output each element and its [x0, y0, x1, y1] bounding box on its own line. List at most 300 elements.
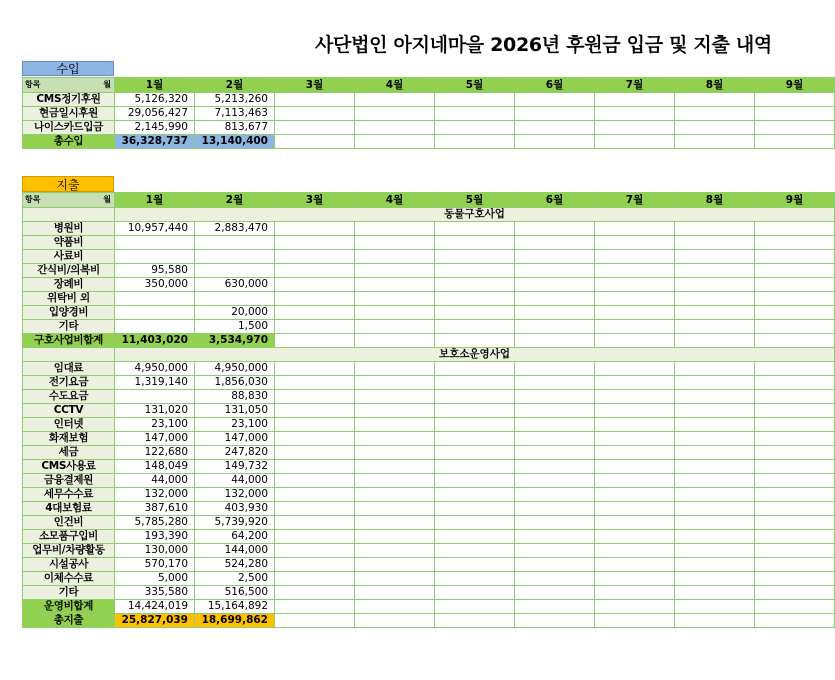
empty-cell[interactable] — [595, 614, 675, 628]
value-cell-m1[interactable]: 25,827,039 — [115, 614, 195, 628]
empty-cell[interactable] — [435, 250, 515, 264]
value-cell-m2[interactable]: 64,200 — [195, 530, 275, 544]
empty-cell[interactable] — [755, 292, 835, 306]
empty-cell[interactable] — [515, 586, 595, 600]
empty-cell[interactable] — [355, 502, 435, 516]
empty-cell[interactable] — [675, 586, 755, 600]
empty-cell[interactable] — [755, 572, 835, 586]
empty-cell[interactable] — [675, 264, 755, 278]
empty-cell[interactable] — [755, 558, 835, 572]
empty-cell[interactable] — [515, 222, 595, 236]
empty-cell[interactable] — [275, 236, 355, 250]
empty-cell[interactable] — [515, 376, 595, 390]
empty-cell[interactable] — [595, 474, 675, 488]
empty-cell[interactable] — [515, 121, 595, 135]
empty-cell[interactable] — [675, 278, 755, 292]
empty-cell[interactable] — [675, 516, 755, 530]
empty-cell[interactable] — [595, 306, 675, 320]
value-cell-m2[interactable]: 13,140,400 — [195, 135, 275, 149]
value-cell-m1[interactable]: 95,580 — [115, 264, 195, 278]
empty-cell[interactable] — [755, 135, 835, 149]
empty-cell[interactable] — [755, 544, 835, 558]
empty-cell[interactable] — [275, 292, 355, 306]
empty-cell[interactable] — [435, 362, 515, 376]
empty-cell[interactable] — [355, 404, 435, 418]
empty-cell[interactable] — [275, 474, 355, 488]
empty-cell[interactable] — [515, 614, 595, 628]
empty-cell[interactable] — [275, 558, 355, 572]
empty-cell[interactable] — [675, 334, 755, 348]
empty-cell[interactable] — [435, 558, 515, 572]
value-cell-m2[interactable]: 44,000 — [195, 474, 275, 488]
empty-cell[interactable] — [515, 107, 595, 121]
empty-cell[interactable] — [435, 334, 515, 348]
value-cell-m2[interactable]: 3,534,970 — [195, 334, 275, 348]
empty-cell[interactable] — [355, 376, 435, 390]
empty-cell[interactable] — [755, 362, 835, 376]
empty-cell[interactable] — [275, 432, 355, 446]
value-cell-m1[interactable]: 36,328,737 — [115, 135, 195, 149]
empty-cell[interactable] — [595, 93, 675, 107]
empty-cell[interactable] — [755, 250, 835, 264]
empty-cell[interactable] — [675, 362, 755, 376]
empty-cell[interactable] — [355, 530, 435, 544]
empty-cell[interactable] — [755, 474, 835, 488]
empty-cell[interactable] — [275, 93, 355, 107]
empty-cell[interactable] — [755, 306, 835, 320]
empty-cell[interactable] — [275, 222, 355, 236]
empty-cell[interactable] — [435, 502, 515, 516]
value-cell-m2[interactable]: 630,000 — [195, 278, 275, 292]
empty-cell[interactable] — [595, 516, 675, 530]
empty-cell[interactable] — [355, 572, 435, 586]
empty-cell[interactable] — [435, 107, 515, 121]
empty-cell[interactable] — [435, 306, 515, 320]
value-cell-m2[interactable]: 23,100 — [195, 418, 275, 432]
value-cell-m1[interactable]: 23,100 — [115, 418, 195, 432]
empty-cell[interactable] — [435, 278, 515, 292]
empty-cell[interactable] — [435, 516, 515, 530]
empty-cell[interactable] — [755, 404, 835, 418]
empty-cell[interactable] — [675, 236, 755, 250]
empty-cell[interactable] — [755, 320, 835, 334]
value-cell-m1[interactable]: 5,126,320 — [115, 93, 195, 107]
value-cell-m2[interactable]: 1,500 — [195, 320, 275, 334]
empty-cell[interactable] — [595, 460, 675, 474]
empty-cell[interactable] — [435, 222, 515, 236]
empty-cell[interactable] — [755, 222, 835, 236]
month-header[interactable]: 1월 — [115, 193, 195, 208]
month-header[interactable]: 9월 — [755, 78, 835, 93]
empty-cell[interactable] — [595, 278, 675, 292]
empty-cell[interactable] — [515, 516, 595, 530]
empty-cell[interactable] — [675, 572, 755, 586]
empty-cell[interactable] — [595, 530, 675, 544]
empty-cell[interactable] — [595, 432, 675, 446]
empty-cell[interactable] — [675, 558, 755, 572]
empty-cell[interactable] — [275, 488, 355, 502]
value-cell-m1[interactable]: 4,950,000 — [115, 362, 195, 376]
value-cell-m1[interactable] — [115, 292, 195, 306]
empty-cell[interactable] — [515, 446, 595, 460]
empty-cell[interactable] — [675, 614, 755, 628]
value-cell-m2[interactable]: 18,699,862 — [195, 614, 275, 628]
empty-cell[interactable] — [355, 558, 435, 572]
month-header[interactable]: 2월 — [195, 193, 275, 208]
month-header[interactable]: 7월 — [595, 78, 675, 93]
empty-cell[interactable] — [595, 292, 675, 306]
empty-cell[interactable] — [515, 362, 595, 376]
empty-cell[interactable] — [355, 306, 435, 320]
value-cell-m1[interactable]: 10,957,440 — [115, 222, 195, 236]
value-cell-m2[interactable]: 20,000 — [195, 306, 275, 320]
empty-cell[interactable] — [755, 502, 835, 516]
empty-cell[interactable] — [355, 278, 435, 292]
empty-cell[interactable] — [275, 390, 355, 404]
value-cell-m1[interactable]: 147,000 — [115, 432, 195, 446]
empty-cell[interactable] — [275, 516, 355, 530]
empty-cell[interactable] — [355, 320, 435, 334]
empty-cell[interactable] — [595, 488, 675, 502]
empty-cell[interactable] — [355, 292, 435, 306]
value-cell-m2[interactable]: 149,732 — [195, 460, 275, 474]
empty-cell[interactable] — [355, 390, 435, 404]
empty-cell[interactable] — [435, 488, 515, 502]
empty-cell[interactable] — [275, 306, 355, 320]
empty-cell[interactable] — [275, 600, 355, 614]
empty-cell[interactable] — [755, 236, 835, 250]
empty-cell[interactable] — [675, 502, 755, 516]
empty-cell[interactable] — [595, 222, 675, 236]
value-cell-m1[interactable]: 387,610 — [115, 502, 195, 516]
value-cell-m1[interactable]: 350,000 — [115, 278, 195, 292]
value-cell-m2[interactable] — [195, 264, 275, 278]
empty-cell[interactable] — [435, 474, 515, 488]
empty-cell[interactable] — [755, 264, 835, 278]
empty-cell[interactable] — [435, 376, 515, 390]
empty-cell[interactable] — [435, 572, 515, 586]
empty-cell[interactable] — [675, 474, 755, 488]
month-header[interactable]: 3월 — [275, 193, 355, 208]
month-header[interactable]: 6월 — [515, 193, 595, 208]
empty-cell[interactable] — [275, 250, 355, 264]
empty-cell[interactable] — [595, 404, 675, 418]
empty-cell[interactable] — [755, 460, 835, 474]
empty-cell[interactable] — [595, 390, 675, 404]
empty-cell[interactable] — [675, 376, 755, 390]
empty-cell[interactable] — [355, 516, 435, 530]
empty-cell[interactable] — [435, 530, 515, 544]
month-header[interactable]: 7월 — [595, 193, 675, 208]
empty-cell[interactable] — [755, 530, 835, 544]
value-cell-m2[interactable] — [195, 292, 275, 306]
empty-cell[interactable] — [595, 376, 675, 390]
empty-cell[interactable] — [595, 418, 675, 432]
empty-cell[interactable] — [355, 93, 435, 107]
empty-cell[interactable] — [755, 93, 835, 107]
empty-cell[interactable] — [595, 502, 675, 516]
empty-cell[interactable] — [275, 418, 355, 432]
empty-cell[interactable] — [355, 586, 435, 600]
empty-cell[interactable] — [595, 600, 675, 614]
empty-cell[interactable] — [355, 614, 435, 628]
empty-cell[interactable] — [435, 432, 515, 446]
value-cell-m2[interactable] — [195, 250, 275, 264]
empty-cell[interactable] — [755, 121, 835, 135]
empty-cell[interactable] — [275, 107, 355, 121]
month-header[interactable]: 2월 — [195, 78, 275, 93]
empty-cell[interactable] — [675, 135, 755, 149]
empty-cell[interactable] — [595, 320, 675, 334]
empty-cell[interactable] — [755, 446, 835, 460]
month-header[interactable]: 3월 — [275, 78, 355, 93]
value-cell-m2[interactable]: 516,500 — [195, 586, 275, 600]
value-cell-m1[interactable]: 14,424,019 — [115, 600, 195, 614]
empty-cell[interactable] — [275, 446, 355, 460]
empty-cell[interactable] — [275, 502, 355, 516]
empty-cell[interactable] — [595, 334, 675, 348]
empty-cell[interactable] — [755, 432, 835, 446]
empty-cell[interactable] — [275, 278, 355, 292]
empty-cell[interactable] — [675, 404, 755, 418]
empty-cell[interactable] — [435, 544, 515, 558]
empty-cell[interactable] — [435, 404, 515, 418]
value-cell-m2[interactable]: 4,950,000 — [195, 362, 275, 376]
empty-cell[interactable] — [275, 614, 355, 628]
empty-cell[interactable] — [435, 236, 515, 250]
empty-cell[interactable] — [515, 334, 595, 348]
empty-cell[interactable] — [515, 306, 595, 320]
empty-cell[interactable] — [515, 320, 595, 334]
empty-cell[interactable] — [515, 530, 595, 544]
empty-cell[interactable] — [275, 121, 355, 135]
month-header[interactable]: 5월 — [435, 193, 515, 208]
empty-cell[interactable] — [755, 376, 835, 390]
empty-cell[interactable] — [355, 432, 435, 446]
empty-cell[interactable] — [675, 390, 755, 404]
value-cell-m2[interactable]: 403,930 — [195, 502, 275, 516]
empty-cell[interactable] — [675, 432, 755, 446]
value-cell-m2[interactable]: 131,050 — [195, 404, 275, 418]
empty-cell[interactable] — [595, 250, 675, 264]
value-cell-m1[interactable]: 193,390 — [115, 530, 195, 544]
value-cell-m1[interactable]: 5,000 — [115, 572, 195, 586]
value-cell-m2[interactable]: 2,883,470 — [195, 222, 275, 236]
empty-cell[interactable] — [675, 418, 755, 432]
empty-cell[interactable] — [515, 250, 595, 264]
empty-cell[interactable] — [595, 121, 675, 135]
value-cell-m2[interactable]: 132,000 — [195, 488, 275, 502]
empty-cell[interactable] — [435, 264, 515, 278]
empty-cell[interactable] — [675, 460, 755, 474]
empty-cell[interactable] — [435, 446, 515, 460]
value-cell-m1[interactable] — [115, 390, 195, 404]
value-cell-m2[interactable]: 7,113,463 — [195, 107, 275, 121]
value-cell-m1[interactable] — [115, 236, 195, 250]
empty-cell[interactable] — [755, 390, 835, 404]
empty-cell[interactable] — [355, 544, 435, 558]
empty-cell[interactable] — [355, 250, 435, 264]
value-cell-m1[interactable]: 335,580 — [115, 586, 195, 600]
empty-cell[interactable] — [675, 306, 755, 320]
empty-cell[interactable] — [515, 292, 595, 306]
empty-cell[interactable] — [275, 362, 355, 376]
empty-cell[interactable] — [515, 488, 595, 502]
month-header[interactable]: 4월 — [355, 78, 435, 93]
empty-cell[interactable] — [355, 600, 435, 614]
empty-cell[interactable] — [515, 572, 595, 586]
empty-cell[interactable] — [275, 544, 355, 558]
empty-cell[interactable] — [515, 600, 595, 614]
empty-cell[interactable] — [515, 432, 595, 446]
empty-cell[interactable] — [595, 544, 675, 558]
empty-cell[interactable] — [515, 278, 595, 292]
empty-cell[interactable] — [275, 530, 355, 544]
empty-cell[interactable] — [675, 530, 755, 544]
empty-cell[interactable] — [515, 264, 595, 278]
empty-cell[interactable] — [275, 572, 355, 586]
empty-cell[interactable] — [515, 93, 595, 107]
empty-cell[interactable] — [515, 404, 595, 418]
value-cell-m1[interactable]: 148,049 — [115, 460, 195, 474]
value-cell-m2[interactable]: 15,164,892 — [195, 600, 275, 614]
empty-cell[interactable] — [675, 446, 755, 460]
empty-cell[interactable] — [515, 558, 595, 572]
empty-cell[interactable] — [755, 278, 835, 292]
empty-cell[interactable] — [275, 334, 355, 348]
value-cell-m1[interactable]: 11,403,020 — [115, 334, 195, 348]
empty-cell[interactable] — [275, 135, 355, 149]
empty-cell[interactable] — [595, 572, 675, 586]
empty-cell[interactable] — [275, 320, 355, 334]
value-cell-m1[interactable]: 131,020 — [115, 404, 195, 418]
empty-cell[interactable] — [435, 418, 515, 432]
empty-cell[interactable] — [755, 600, 835, 614]
empty-cell[interactable] — [435, 121, 515, 135]
empty-cell[interactable] — [355, 460, 435, 474]
empty-cell[interactable] — [755, 418, 835, 432]
empty-cell[interactable] — [355, 446, 435, 460]
empty-cell[interactable] — [515, 544, 595, 558]
value-cell-m1[interactable]: 130,000 — [115, 544, 195, 558]
month-header[interactable]: 5월 — [435, 78, 515, 93]
empty-cell[interactable] — [435, 320, 515, 334]
empty-cell[interactable] — [355, 474, 435, 488]
empty-cell[interactable] — [755, 107, 835, 121]
empty-cell[interactable] — [515, 390, 595, 404]
month-header[interactable]: 4월 — [355, 193, 435, 208]
empty-cell[interactable] — [515, 460, 595, 474]
empty-cell[interactable] — [755, 334, 835, 348]
value-cell-m1[interactable]: 29,056,427 — [115, 107, 195, 121]
empty-cell[interactable] — [355, 334, 435, 348]
value-cell-m1[interactable] — [115, 250, 195, 264]
value-cell-m2[interactable]: 5,739,920 — [195, 516, 275, 530]
value-cell-m1[interactable] — [115, 306, 195, 320]
empty-cell[interactable] — [595, 107, 675, 121]
value-cell-m2[interactable]: 144,000 — [195, 544, 275, 558]
value-cell-m2[interactable]: 813,677 — [195, 121, 275, 135]
empty-cell[interactable] — [675, 320, 755, 334]
month-header[interactable]: 8월 — [675, 78, 755, 93]
empty-cell[interactable] — [675, 544, 755, 558]
empty-cell[interactable] — [355, 418, 435, 432]
value-cell-m2[interactable]: 524,280 — [195, 558, 275, 572]
empty-cell[interactable] — [435, 93, 515, 107]
value-cell-m2[interactable]: 2,500 — [195, 572, 275, 586]
empty-cell[interactable] — [675, 107, 755, 121]
value-cell-m2[interactable] — [195, 236, 275, 250]
empty-cell[interactable] — [595, 362, 675, 376]
month-header[interactable]: 9월 — [755, 193, 835, 208]
empty-cell[interactable] — [595, 135, 675, 149]
empty-cell[interactable] — [275, 460, 355, 474]
empty-cell[interactable] — [355, 236, 435, 250]
value-cell-m2[interactable]: 1,856,030 — [195, 376, 275, 390]
value-cell-m1[interactable]: 5,785,280 — [115, 516, 195, 530]
empty-cell[interactable] — [355, 121, 435, 135]
empty-cell[interactable] — [435, 460, 515, 474]
empty-cell[interactable] — [675, 292, 755, 306]
empty-cell[interactable] — [595, 586, 675, 600]
empty-cell[interactable] — [275, 586, 355, 600]
value-cell-m1[interactable]: 132,000 — [115, 488, 195, 502]
empty-cell[interactable] — [435, 586, 515, 600]
value-cell-m1[interactable] — [115, 320, 195, 334]
empty-cell[interactable] — [355, 264, 435, 278]
empty-cell[interactable] — [675, 222, 755, 236]
empty-cell[interactable] — [435, 135, 515, 149]
empty-cell[interactable] — [755, 586, 835, 600]
empty-cell[interactable] — [515, 236, 595, 250]
empty-cell[interactable] — [675, 488, 755, 502]
empty-cell[interactable] — [515, 474, 595, 488]
empty-cell[interactable] — [435, 390, 515, 404]
value-cell-m1[interactable]: 570,170 — [115, 558, 195, 572]
value-cell-m1[interactable]: 2,145,990 — [115, 121, 195, 135]
empty-cell[interactable] — [755, 516, 835, 530]
empty-cell[interactable] — [675, 121, 755, 135]
month-header[interactable]: 1월 — [115, 78, 195, 93]
value-cell-m2[interactable]: 147,000 — [195, 432, 275, 446]
empty-cell[interactable] — [355, 362, 435, 376]
value-cell-m1[interactable]: 44,000 — [115, 474, 195, 488]
value-cell-m2[interactable]: 88,830 — [195, 390, 275, 404]
empty-cell[interactable] — [515, 135, 595, 149]
value-cell-m1[interactable]: 1,319,140 — [115, 376, 195, 390]
empty-cell[interactable] — [675, 250, 755, 264]
empty-cell[interactable] — [435, 600, 515, 614]
empty-cell[interactable] — [275, 264, 355, 278]
empty-cell[interactable] — [435, 614, 515, 628]
empty-cell[interactable] — [435, 292, 515, 306]
empty-cell[interactable] — [355, 107, 435, 121]
month-header[interactable]: 6월 — [515, 78, 595, 93]
empty-cell[interactable] — [515, 418, 595, 432]
empty-cell[interactable] — [355, 135, 435, 149]
empty-cell[interactable] — [595, 236, 675, 250]
month-header[interactable]: 8월 — [675, 193, 755, 208]
empty-cell[interactable] — [355, 488, 435, 502]
empty-cell[interactable] — [675, 600, 755, 614]
empty-cell[interactable] — [515, 502, 595, 516]
value-cell-m2[interactable]: 5,213,260 — [195, 93, 275, 107]
empty-cell[interactable] — [755, 614, 835, 628]
value-cell-m2[interactable]: 247,820 — [195, 446, 275, 460]
empty-cell[interactable] — [275, 376, 355, 390]
empty-cell[interactable] — [595, 558, 675, 572]
empty-cell[interactable] — [595, 446, 675, 460]
